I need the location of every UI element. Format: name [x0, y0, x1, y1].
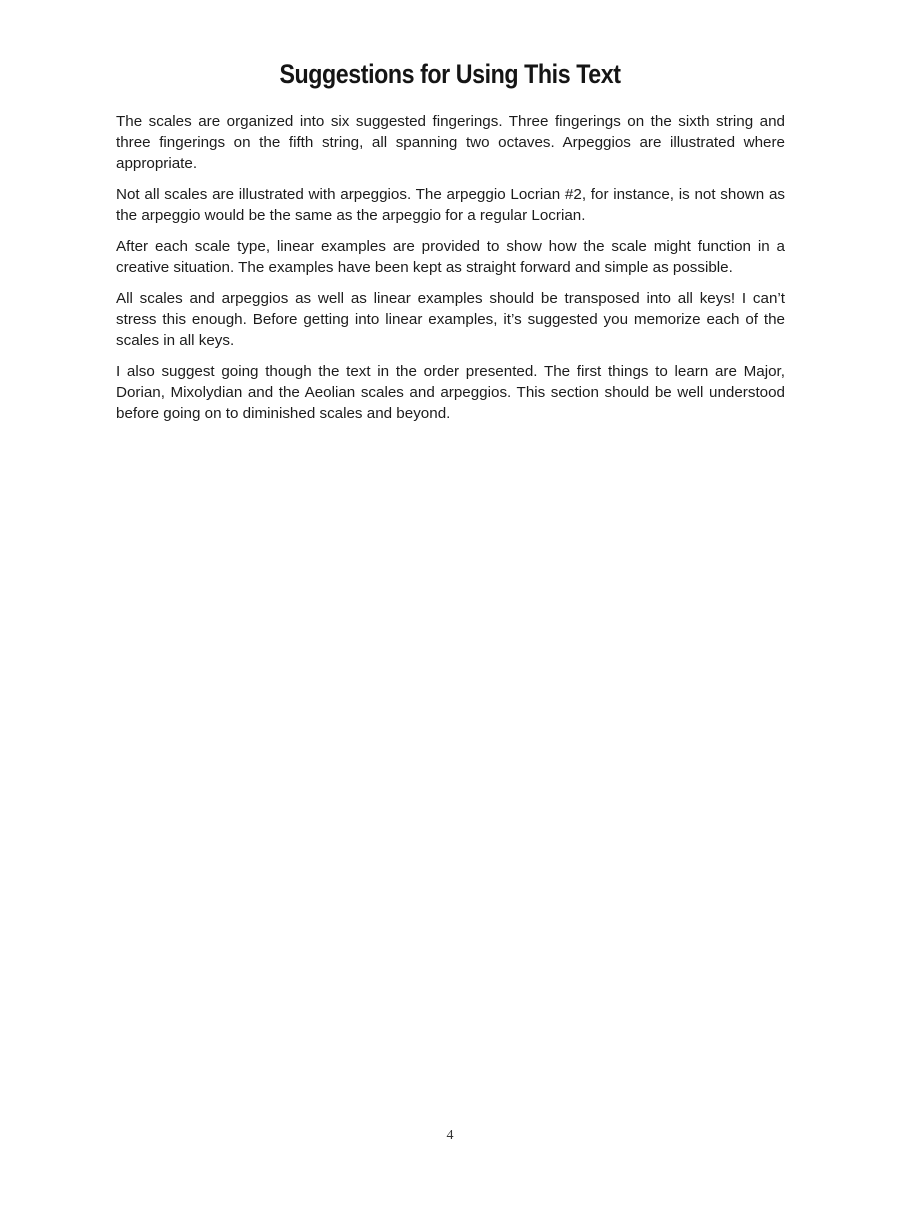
page-title: Suggestions for Using This Text [279, 59, 621, 89]
paragraph-order: I also suggest going though the text in the order presented. The first things to learn are Major, Dorian, Mixolydian and the Aeolian scales and arpeggios. This section should be well understood before going on to diminished scales and beyond. [116, 363, 785, 422]
paragraph-fingerings: The scales are organized into six suggested fingerings. Three fingerings on the sixth string and three fingerings on the fifth string, all spanning two octaves. Arpeggios are illustrated where appropriate. [116, 113, 785, 172]
paragraph-linear-examples: After each scale type, linear examples are provided to show how the scale might function in a creative situation. The examples have been kept as straight forward and simple as possible. [116, 238, 785, 276]
paragraph-arpeggios: Not all scales are illustrated with arpeggios. The arpeggio Locrian #2, for instance, is not shown as the arpeggio would be the same as the arpeggio for a regular Locrian. [116, 186, 785, 224]
paragraph-transpose: All scales and arpeggios as well as linear examples should be transposed into all keys! I can’t stress this enough. Before getting into linear examples, it’s suggested you memorize each of the scales in all keys. [116, 290, 785, 349]
body-text [116, 111, 785, 434]
page-number: 4 [446, 1128, 454, 1143]
